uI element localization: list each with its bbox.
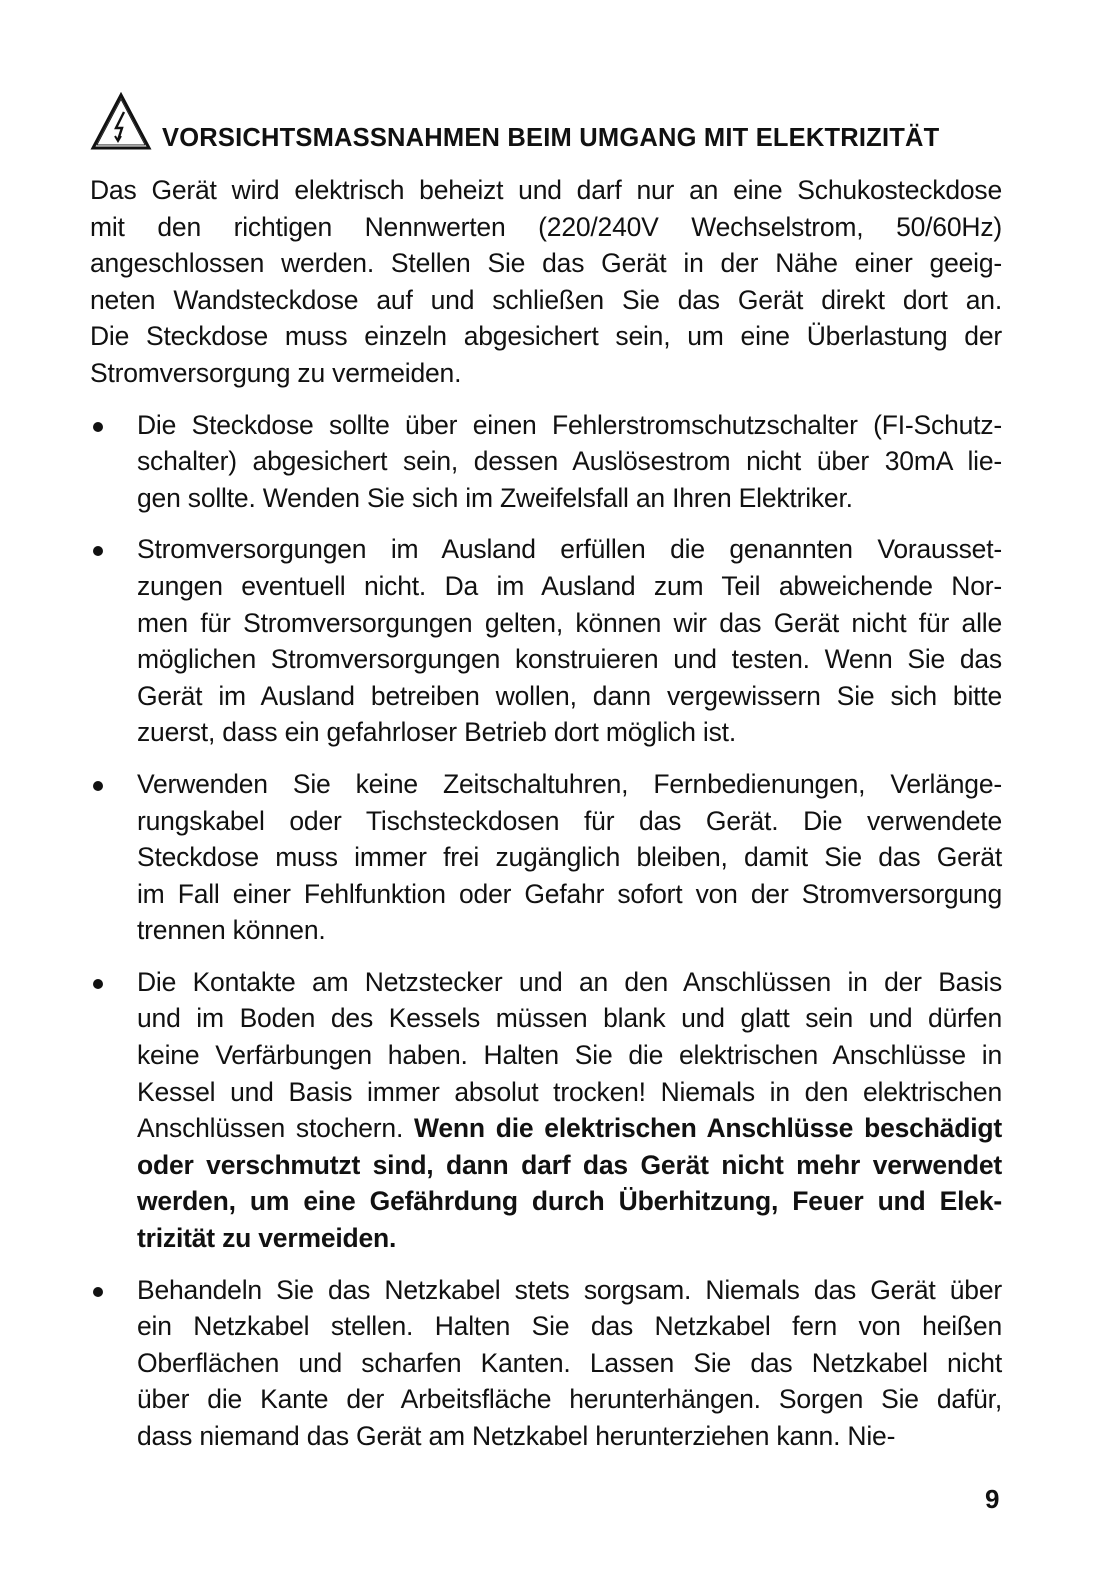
bullet-icon (93, 422, 103, 432)
text-line: Kessel und Basis immer absolut trocken! Niemals in den elektrischen (137, 1076, 1002, 1107)
bullet-icon (93, 546, 103, 556)
text-line: Stromversorgung zu vermeiden. (90, 357, 462, 388)
bullet-item (90, 407, 1002, 517)
text-line: ein Netzkabel stellen. Halten Sie das Netzkabel fern von heißen (137, 1311, 1002, 1342)
text-line: Verwenden Sie keine Zeitschaltuhren, Fernbedienungen, Verlänge- (137, 768, 1002, 799)
bullet-item (90, 1272, 1002, 1455)
text-line: neten Wandsteckdose auf und schließen Sie das Gerät direkt dort an. (90, 284, 1002, 315)
electrical-warning-icon (90, 92, 152, 152)
text-line: Die Steckdose sollte über einen Fehlerstromschutzschalter (FI-Schutz- (137, 409, 1002, 440)
text-line: angeschlossen werden. Stellen Sie das Gerät in der Nähe einer geeig- (90, 248, 1002, 279)
text-line: Gerät im Ausland betreiben wollen, dann vergewissern Sie sich bitte (137, 680, 1002, 711)
text-line: und im Boden des Kessels müssen blank und glatt sein und dürfen (137, 1003, 1002, 1034)
text-line: trennen können. (137, 915, 326, 946)
text-line: Stromversorgungen im Ausland erfüllen die genannten Vorausset- (137, 534, 1002, 565)
text-line: keine Verfärbungen haben. Halten Sie die elektrischen Anschlüsse in (137, 1040, 1002, 1071)
text-line: mit den richtigen Nennwerten (220/240V Wechselstrom, 50/60Hz) (90, 211, 1002, 242)
text-line: Oberflächen und scharfen Kanten. Lassen Sie das Netzkabel nicht (137, 1347, 1002, 1378)
text-line: Die Kontakte am Netzstecker und an den Anschlüssen in der Basis (137, 966, 1002, 997)
text-line: zungen eventuell nicht. Da im Ausland zum Teil abweichende Nor- (137, 570, 1002, 601)
text-line: werden, um eine Gefährdung durch Überhitzung, Feuer und Elek- (137, 1186, 1002, 1217)
text-line: über die Kante der Arbeitsfläche herunterhängen. Sorgen Sie dafür, (137, 1384, 1002, 1415)
bullet-item (90, 531, 1002, 751)
bullet-icon (93, 979, 103, 989)
text-line: trizität zu vermeiden. (137, 1223, 397, 1254)
intro-paragraph (90, 172, 1002, 392)
text-line: zuerst, dass ein gefahrloser Betrieb dort möglich ist. (137, 717, 736, 748)
bullet-icon (93, 781, 103, 791)
heading-title: VORSICHTSMASSNAHMEN BEIM UMGANG MIT ELEKTRIZITÄT (162, 124, 940, 152)
bullet-item (90, 766, 1002, 949)
text-line: oder verschmutzt sind, dann darf das Gerät nicht mehr verwendet (137, 1149, 1002, 1180)
text-line: Behandeln Sie das Netzkabel stets sorgsam. Niemals das Gerät über (137, 1274, 1002, 1305)
text-line: dass niemand das Gerät am Netzkabel herunterziehen kann. Nie- (137, 1421, 896, 1451)
text-line: Anschlüssen stochern. Wenn die elektrischen Anschlüsse beschädigt (137, 1113, 1002, 1144)
text-line: möglichen Stromversorgungen konstruieren und testen. Wenn Sie das (137, 644, 1002, 675)
text-line: Steckdose muss immer frei zugänglich bleiben, damit Sie das Gerät (137, 842, 1002, 873)
text-line: gen sollte. Wenden Sie sich im Zweifelsfall an Ihren Elektriker. (137, 482, 853, 513)
bullet-icon (93, 1287, 103, 1297)
text-line: men für Stromversorgungen gelten, können wir das Gerät nicht für alle (137, 607, 1002, 638)
document-body (90, 172, 1002, 1470)
text-line: schalter) abgesichert sein, dessen Auslösestrom nicht über 30mA lie- (137, 446, 1002, 477)
text-line: im Fall einer Fehlfunktion oder Gefahr sofort von der Stromversorgung (137, 878, 1002, 909)
bullet-item (90, 964, 1002, 1257)
section-heading (90, 92, 1005, 162)
text-line: rungskabel oder Tischsteckdosen für das Gerät. Die verwendete (137, 805, 1002, 836)
text-line: Das Gerät wird elektrisch beheizt und darf nur an eine Schukosteckdose (90, 175, 1002, 205)
text-line: Die Steckdose muss einzeln abgesichert sein, um eine Überlastung der (90, 321, 1002, 352)
page-number: 9 (985, 1484, 1000, 1514)
